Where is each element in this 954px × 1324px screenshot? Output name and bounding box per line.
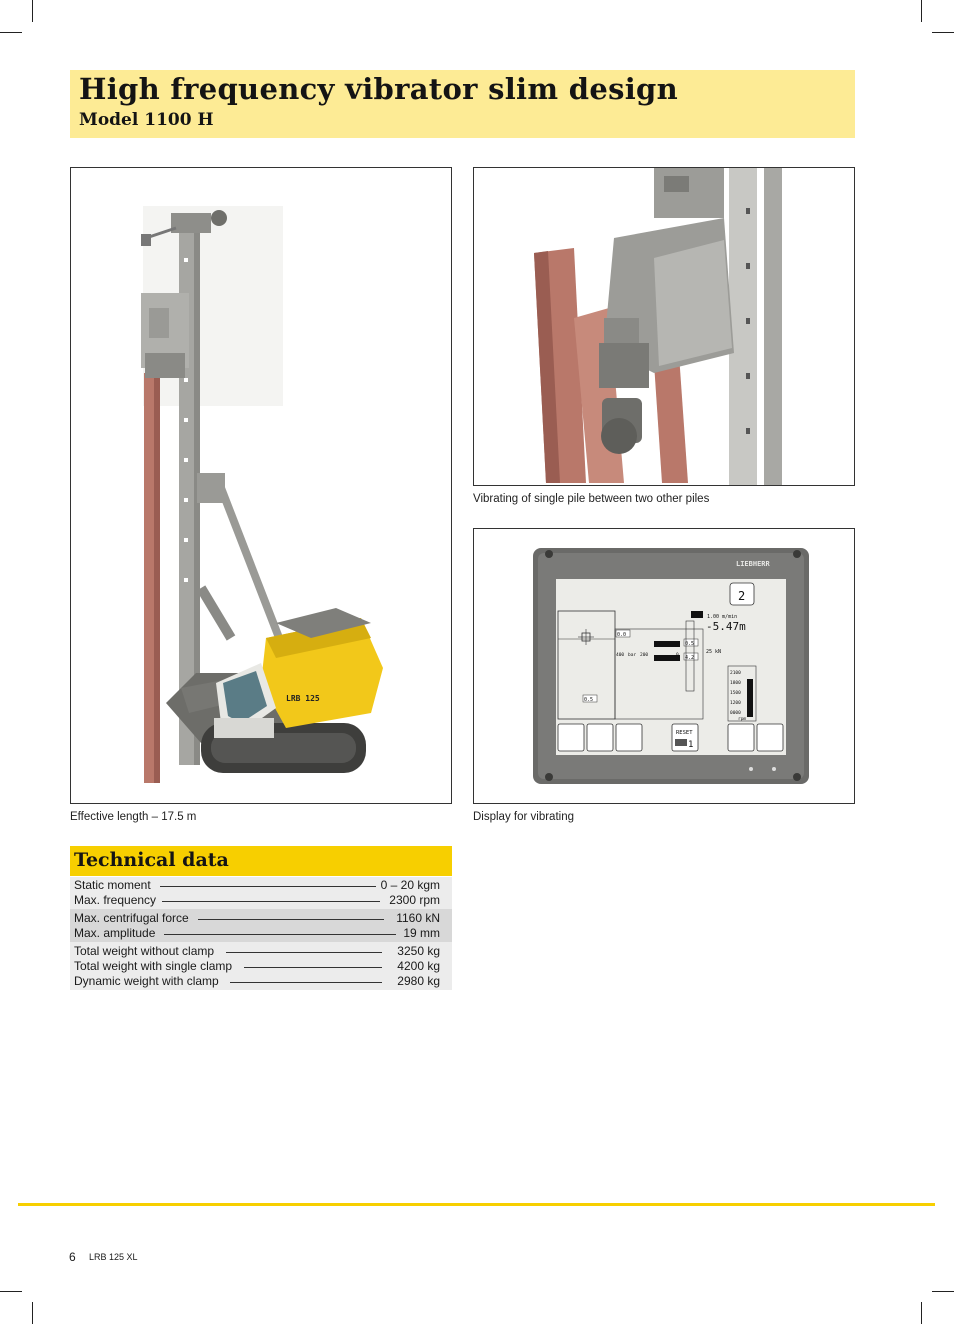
spec-group-1 <box>70 877 452 909</box>
spec-value: 2980 kg <box>397 974 440 988</box>
top-rate-readout: 1.00 m/min <box>707 614 738 620</box>
rig-caption: Effective length – 17.5 m <box>70 811 197 823</box>
crop-mark <box>0 1291 22 1292</box>
spec-row <box>70 893 452 908</box>
page-title: High frequency vibrator slim design <box>79 72 678 106</box>
display-figure <box>473 528 855 804</box>
display-caption: Display for vibrating <box>473 811 574 823</box>
rpm-tick-1200: 1200 <box>730 701 741 706</box>
spec-value: 19 mm <box>403 926 440 940</box>
spec-value: 3250 kg <box>397 944 440 958</box>
crop-mark <box>921 1302 922 1324</box>
pile-figure <box>473 167 855 486</box>
spec-group-3 <box>70 942 452 990</box>
readout-value-d: 0.5 <box>584 697 594 703</box>
rpm-tick-0000: 0000 <box>730 711 741 716</box>
crop-mark <box>32 0 33 22</box>
spec-value: 2300 rpm <box>389 893 440 907</box>
pile-caption: Vibrating of single pile between two other piles <box>473 493 710 505</box>
reset-counter: 1 <box>688 740 694 750</box>
rig-model-label: LRB 125 <box>286 694 320 703</box>
bar-scale-d: 0 <box>676 653 679 658</box>
spec-value: 4200 kg <box>397 959 440 973</box>
readout-value-a: 0.0 <box>617 632 627 638</box>
spec-row <box>70 878 452 893</box>
rpm-tick-2100: 2100 <box>730 671 741 676</box>
document-reference: LRB 125 XL <box>89 1252 138 1262</box>
spec-label: Total weight without clamp <box>74 944 218 958</box>
crop-mark <box>932 1291 954 1292</box>
spec-label: Max. amplitude <box>74 926 159 940</box>
display-brand: LIEBHERR <box>736 560 770 568</box>
page-number: 6 <box>69 1250 76 1264</box>
spec-row <box>70 959 452 974</box>
spec-label: Total weight with single clamp <box>74 959 236 973</box>
spec-label: Max. frequency <box>74 893 160 907</box>
spec-row <box>70 926 452 941</box>
depth-readout: -5.47m <box>706 620 746 633</box>
rpm-unit: rpm <box>738 717 747 722</box>
spec-group-2 <box>70 909 452 942</box>
spec-label: Dynamic weight with clamp <box>74 974 223 988</box>
title-band <box>70 70 855 138</box>
technical-data-header <box>70 846 452 876</box>
page-subtitle: Model 1100 H <box>79 110 214 130</box>
crop-mark <box>32 1302 33 1324</box>
spec-row <box>70 974 452 989</box>
technical-data-title: Technical data <box>74 849 229 871</box>
piling-rig-illustration <box>71 168 451 803</box>
rpm-tick-1800: 1800 <box>730 681 741 686</box>
vibration-display-illustration <box>474 529 854 803</box>
spec-row <box>70 944 452 959</box>
spec-value: 0 – 20 kgm <box>380 878 440 892</box>
pile-vibrator-illustration <box>474 168 854 485</box>
footer-rule <box>18 1203 935 1206</box>
reset-key-label: RESET <box>676 730 693 736</box>
page-indicator: 2 <box>738 589 746 603</box>
crop-mark <box>921 0 922 22</box>
force-readout: 25 kN <box>706 649 722 655</box>
bar-scale-a: 400 <box>616 653 625 658</box>
spec-label: Static moment <box>74 878 155 892</box>
crop-mark <box>0 32 22 33</box>
bar-scale-b: bar <box>628 653 637 658</box>
spec-row <box>70 911 452 926</box>
bar-scale-c: 200 <box>640 653 649 658</box>
crop-mark <box>932 32 954 33</box>
spec-label: Max. centrifugal force <box>74 911 193 925</box>
spec-value: 1160 kN <box>396 911 440 925</box>
readout-value-c: 4.2 <box>685 655 695 661</box>
rpm-tick-1500: 1500 <box>730 691 741 696</box>
rig-figure <box>70 167 452 804</box>
readout-value-b: 0.5 <box>685 641 695 647</box>
